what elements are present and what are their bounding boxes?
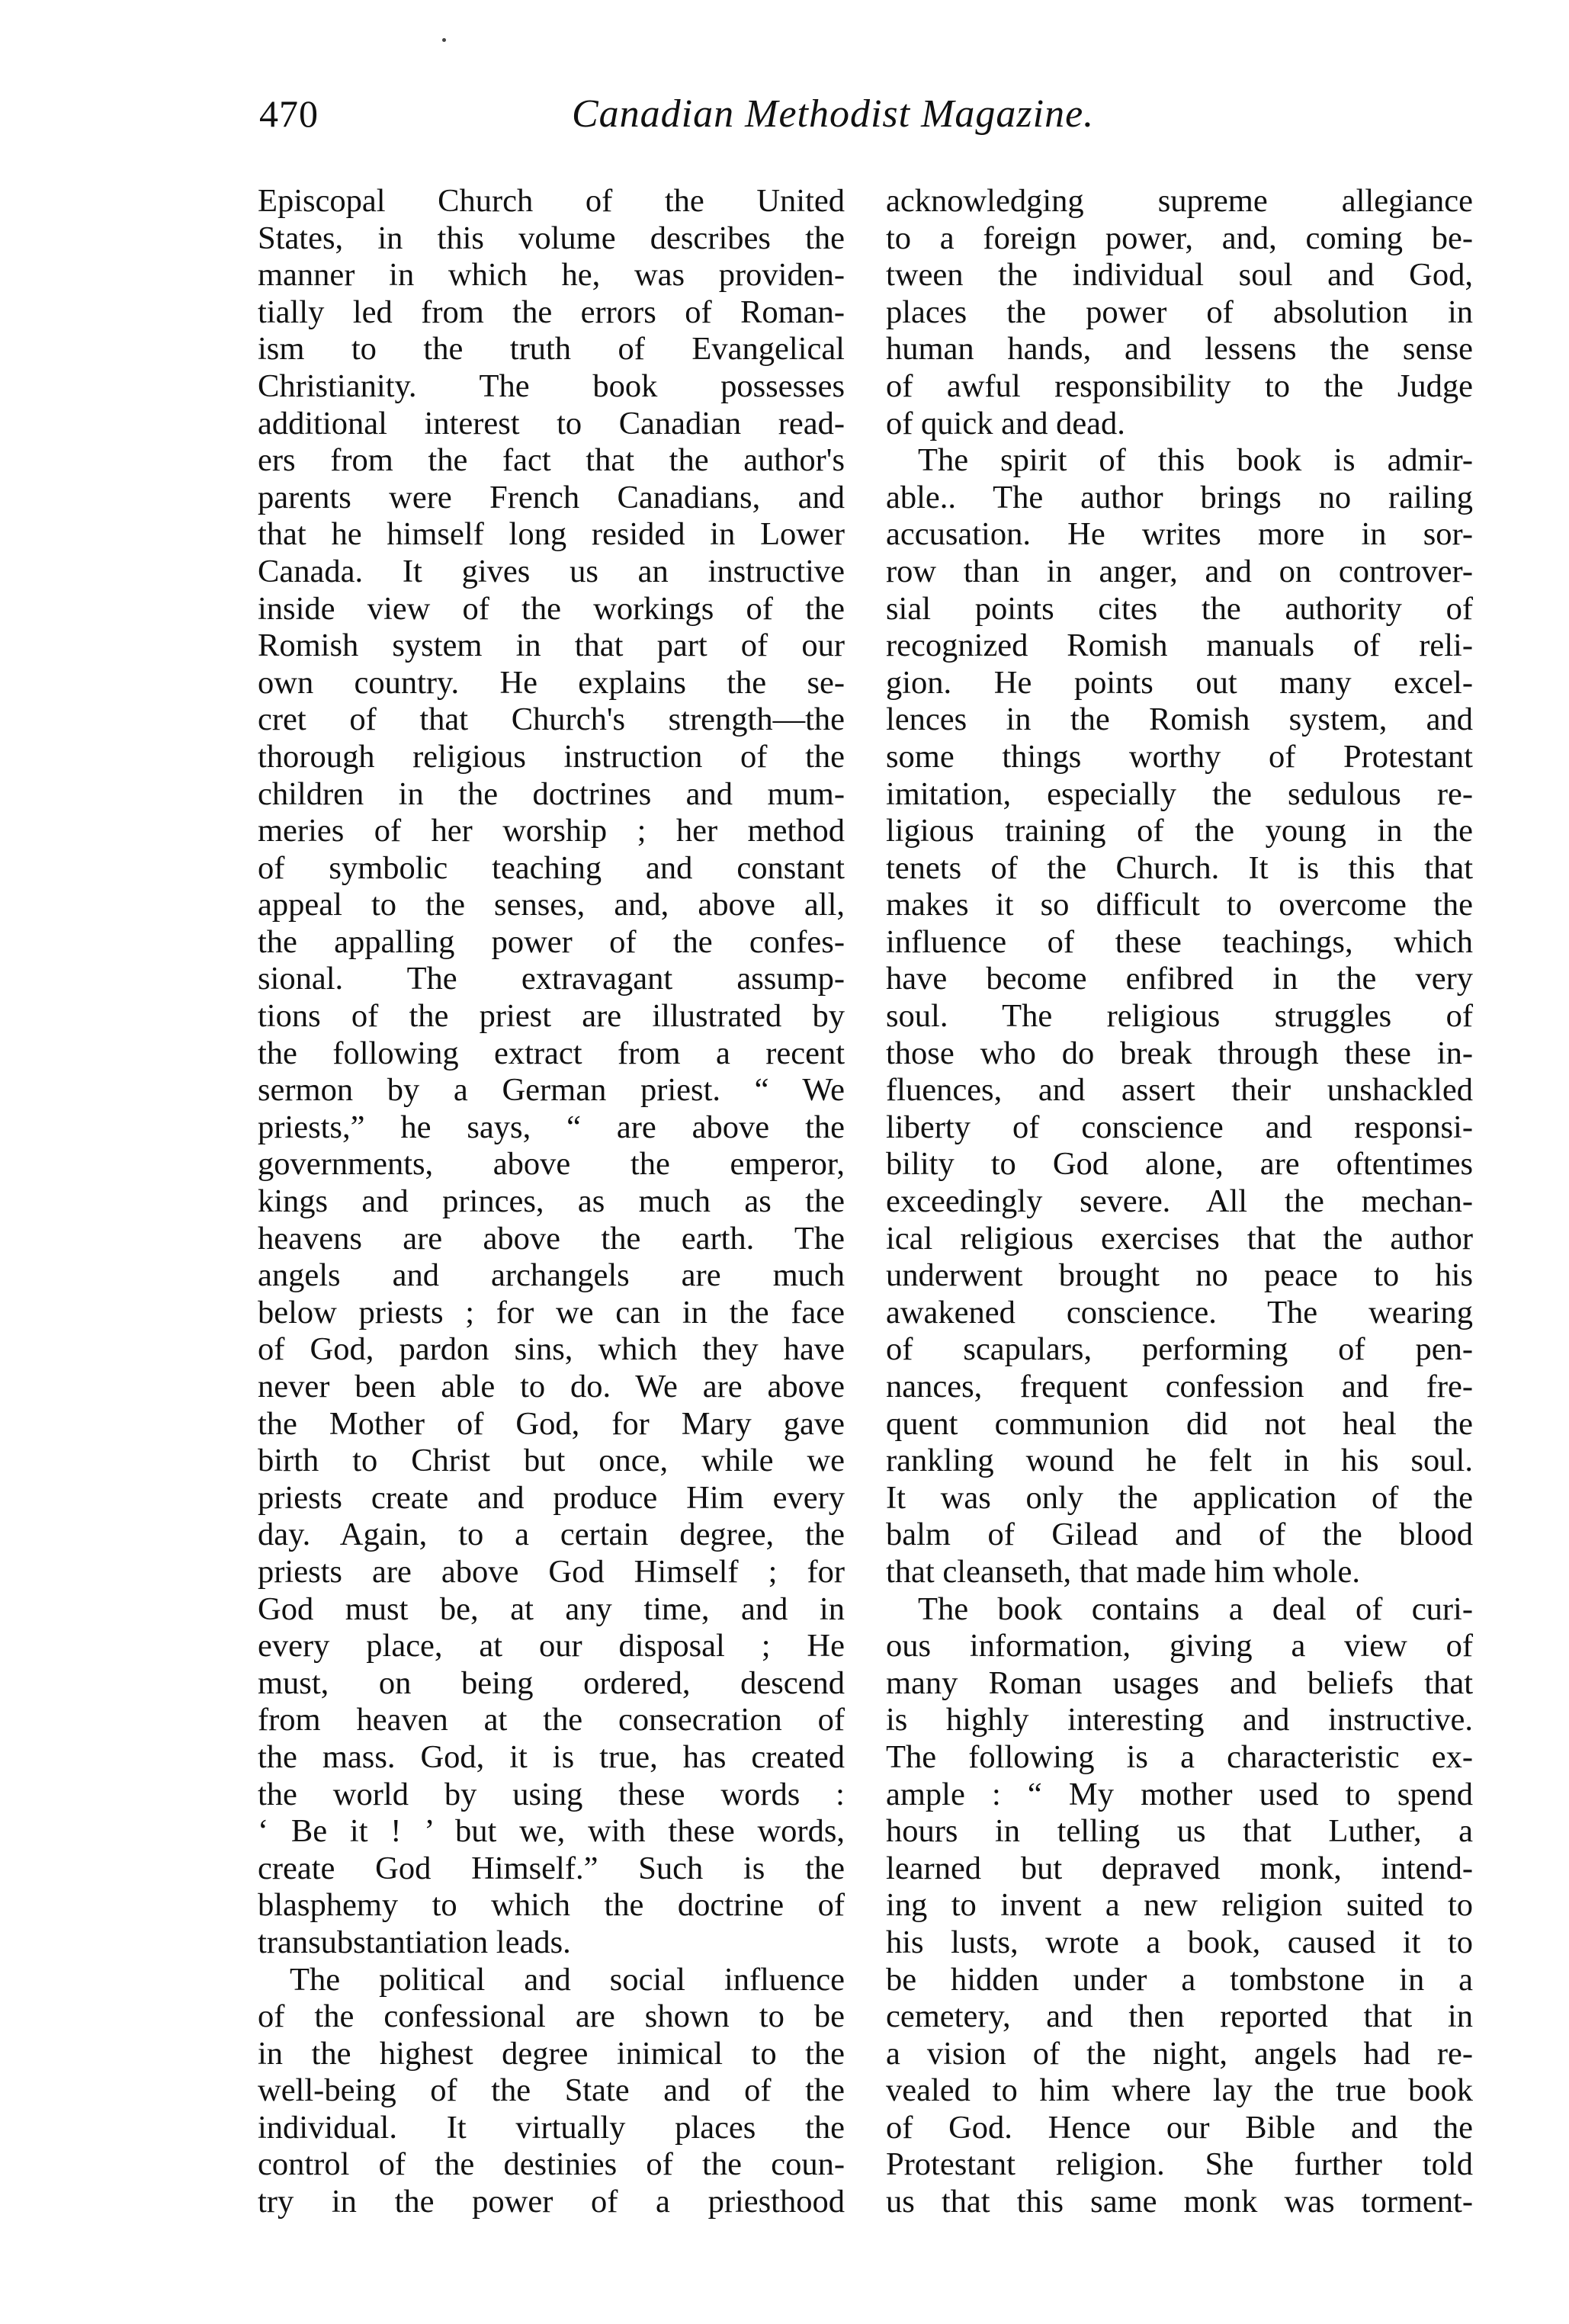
text-line: kings and princes, as much as the	[258, 1183, 845, 1220]
text-line: God must be, at any time, and in	[258, 1591, 845, 1627]
text-line: soul. The religious struggles of	[886, 998, 1473, 1035]
text-line: some things worthy of Protestant	[886, 738, 1473, 775]
text-line: of God, pardon sins, which they have	[258, 1331, 845, 1368]
text-line: recognized Romish manuals of reli-	[886, 628, 1473, 664]
text-line: in the highest degree inimical to the	[258, 2035, 845, 2072]
text-line: The following is a characteristic ex-	[886, 1738, 1473, 1775]
text-line: tenets of the Church. It is this that	[886, 849, 1473, 886]
text-line: underwent brought no peace to his	[886, 1257, 1473, 1294]
text-line: heavens are above the earth. The	[258, 1220, 845, 1257]
text-line: the world by using these words :	[258, 1776, 845, 1812]
text-line: tially led from the errors of Roman-	[258, 294, 845, 330]
text-line: fluences, and assert their unshackled	[886, 1072, 1473, 1109]
text-line: must, on being ordered, descend	[258, 1664, 845, 1701]
text-line: inside view of the workings of the	[258, 590, 845, 627]
text-line: additional interest to Canadian read-	[258, 405, 845, 441]
text-line: It was only the application of the	[886, 1479, 1473, 1516]
text-line: vealed to him where lay the true book	[886, 2072, 1473, 2109]
text-line: human hands, and lessens the sense	[886, 331, 1473, 368]
page-number: 470	[259, 92, 319, 135]
text-line: of quick and dead.	[886, 405, 1125, 441]
right-column	[886, 183, 1473, 2221]
running-title: Canadian Methodist Magazine.	[572, 92, 1095, 136]
text-line: those who do break through these in-	[886, 1035, 1473, 1071]
text-line: Romish system in that part of our	[258, 628, 845, 664]
text-line: the appalling power of the confes-	[258, 923, 845, 960]
text-line: priests,” he says, “ are above the	[258, 1109, 845, 1145]
text-line: cemetery, and then reported that in	[886, 1998, 1473, 2035]
text-line: well-being of the State and of the	[258, 2072, 845, 2109]
text-line: learned but depraved monk, intend-	[886, 1850, 1473, 1886]
text-line: below priests ; for we can in the face	[258, 1294, 845, 1331]
text-line: parents were French Canadians, and	[258, 479, 845, 515]
text-line: own country. He explains the se-	[258, 664, 845, 701]
text-line: manner in which he, was providen-	[258, 257, 845, 294]
text-line: the following extract from a recent	[258, 1035, 845, 1071]
text-line: quent communion did not heal the	[886, 1405, 1473, 1442]
text-line: transubstantiation leads.	[258, 1924, 571, 1960]
text-line: create God Himself.” Such is the	[258, 1850, 845, 1886]
text-line: nances, frequent confession and fre-	[886, 1369, 1473, 1404]
text-line: be hidden under a tombstone in a	[886, 1961, 1473, 1998]
text-line: appeal to the senses, and, above all,	[258, 887, 845, 923]
text-line: sial points cites the authority of	[886, 590, 1473, 627]
text-line: of the confessional are shown to be	[258, 1998, 845, 2035]
text-line: every place, at our disposal ; He	[258, 1628, 845, 1664]
text-line: The spirit of this book is admir-	[918, 442, 1473, 479]
text-line: States, in this volume describes the	[258, 220, 845, 256]
text-line: makes it so difficult to overcome the	[886, 887, 1473, 923]
text-line: cret of that Church's strength—the	[258, 701, 845, 738]
text-line: The book contains a deal of curi-	[918, 1591, 1473, 1627]
text-line: hours in telling us that Luther, a	[886, 1813, 1473, 1850]
text-line: tions of the priest are illustrated by	[258, 998, 845, 1035]
text-line: bility to God alone, are oftentimes	[886, 1146, 1473, 1183]
text-line: children in the doctrines and mum-	[258, 775, 845, 812]
text-line: of God. Hence our Bible and the	[886, 2109, 1473, 2146]
text-line: row than in anger, and on controver-	[886, 553, 1473, 589]
text-line: governments, above the emperor,	[258, 1146, 845, 1183]
text-line: ‘ Be it ! ’ but we, with these words,	[258, 1813, 845, 1850]
text-line: ism to the truth of Evangelical	[258, 331, 845, 368]
text-line: from heaven at the consecration of	[258, 1702, 845, 1738]
text-line: gion. He points out many excel-	[886, 664, 1473, 701]
text-line: ous information, giving a view of	[886, 1628, 1473, 1664]
text-line: sermon by a German priest. “ We	[258, 1072, 845, 1109]
text-line: Episcopal Church of the United	[258, 183, 845, 219]
text-line: tween the individual soul and God,	[886, 257, 1473, 294]
text-line: have become enfibred in the very	[886, 961, 1473, 997]
text-line: imitation, especially the sedulous re-	[886, 775, 1473, 812]
text-line: try in the power of a priesthood	[258, 2184, 845, 2220]
text-line: ligious training of the young in the	[886, 813, 1473, 849]
text-line: rankling wound he felt in his soul.	[886, 1443, 1473, 1479]
text-line: blasphemy to which the doctrine of	[258, 1887, 845, 1924]
text-line: influence of these teachings, which	[886, 923, 1473, 960]
text-line: that cleanseth, that made him whole.	[886, 1553, 1360, 1590]
text-line: acknowledging supreme allegiance	[886, 183, 1473, 219]
text-line: us that this same monk was torment-	[886, 2184, 1473, 2220]
text-line: that he himself long resided in Lower	[258, 516, 845, 553]
text-line: control of the destinies of the coun-	[258, 2146, 845, 2183]
text-line: thorough religious instruction of the	[258, 738, 845, 775]
text-line: to a foreign power, and, coming be-	[886, 220, 1473, 256]
text-line: priests are above God Himself ; for	[258, 1553, 845, 1590]
text-line: sional. The extravagant assump-	[258, 961, 845, 997]
text-line: many Roman usages and beliefs that	[886, 1664, 1473, 1701]
text-line: of symbolic teaching and constant	[258, 849, 845, 886]
text-line: ample : “ My mother used to spend	[886, 1776, 1473, 1812]
text-line: of scapulars, performing of pen-	[886, 1331, 1473, 1368]
text-line: accusation. He writes more in sor-	[886, 516, 1473, 553]
text-line: The political and social influence	[290, 1961, 845, 1998]
text-line: the mass. God, it is true, has created	[258, 1738, 845, 1775]
text-line: awakened conscience. The wearing	[886, 1294, 1473, 1331]
text-line: balm of Gilead and of the blood	[886, 1517, 1473, 1553]
text-line: the Mother of God, for Mary gave	[258, 1405, 845, 1442]
text-line: Canada. It gives us an instructive	[258, 553, 845, 589]
text-line: liberty of conscience and responsi-	[886, 1109, 1473, 1145]
text-line: a vision of the night, angels had re-	[886, 2035, 1473, 2072]
text-line: able.. The author brings no railing	[886, 479, 1473, 515]
text-line: his lusts, wrote a book, caused it to	[886, 1924, 1473, 1960]
text-line: individual. It virtually places the	[258, 2109, 845, 2146]
text-line: birth to Christ but once, while we	[258, 1443, 845, 1479]
text-line: of awful responsibility to the Judge	[886, 368, 1473, 404]
left-column	[258, 183, 845, 2221]
text-line: places the power of absolution in	[886, 294, 1473, 330]
print-speck	[442, 38, 446, 42]
text-line: never been able to do. We are above	[258, 1369, 845, 1404]
text-line: angels and archangels are much	[258, 1257, 845, 1294]
text-line: ing to invent a new religion suited to	[886, 1887, 1473, 1924]
text-line: ical religious exercises that the author	[886, 1220, 1473, 1257]
text-line: priests create and produce Him every	[258, 1479, 845, 1516]
text-line: Christianity. The book possesses	[258, 368, 845, 404]
text-line: meries of her worship ; her method	[258, 813, 845, 849]
text-line: is highly interesting and instructive.	[886, 1702, 1473, 1738]
text-line: exceedingly severe. All the mechan-	[886, 1183, 1473, 1220]
text-line: ers from the fact that the author's	[258, 442, 845, 479]
page-header	[259, 91, 1471, 160]
text-line: day. Again, to a certain degree, the	[258, 1517, 845, 1553]
text-line: Protestant religion. She further told	[886, 2146, 1473, 2183]
text-line: lences in the Romish system, and	[886, 701, 1473, 738]
